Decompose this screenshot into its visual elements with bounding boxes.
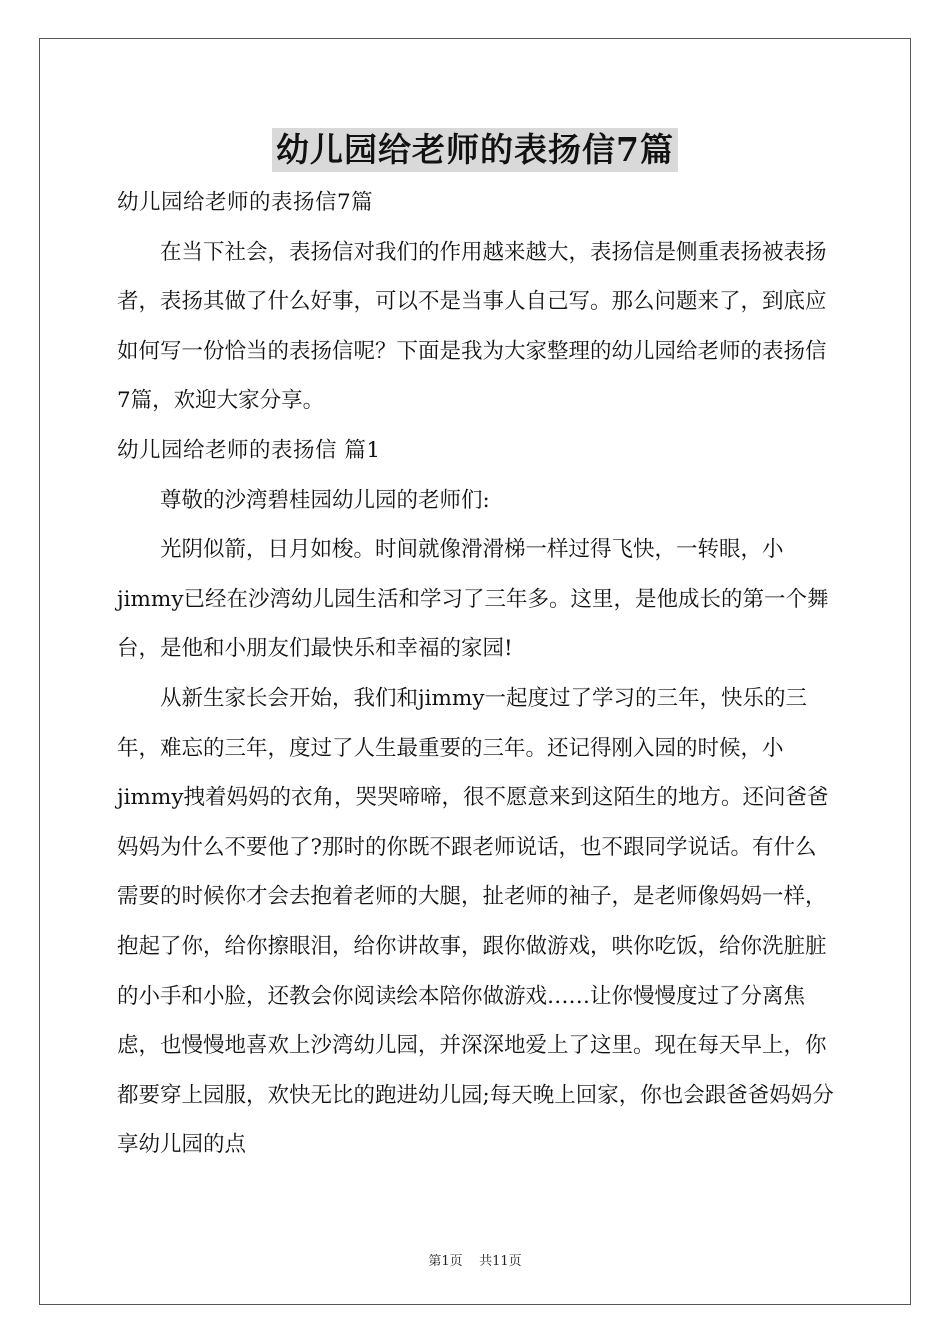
section-heading: 幼儿园给老师的表扬信 篇1 <box>117 437 381 463</box>
body-paragraph: 光阴似箭，日月如梭。时间就像滑滑梯一样过得飞快，一转眼，小jimmy已经在沙湾幼儿园生活和学习了三年多。这里，是他成长的第一个舞台，是他和小朋友们最快乐和幸福的家园! <box>117 537 829 662</box>
page-number: 第1页 <box>428 1254 463 1269</box>
page-footer <box>0 1250 950 1269</box>
intro-paragraph: 在当下社会，表扬信对我们的作用越来越大，表扬信是侧重表扬被表扬者，表扬其做了什么好事，可以不是当事人自己写。那么问题来了，到底应如何写一份恰当的表扬信呢？下面是我为大家整理的幼儿园给老师的表扬信7篇，欢迎大家分享。 <box>117 239 827 414</box>
body-paragraph: 从新生家长会开始，我们和jimmy一起度过了学习的三年，快乐的三年，难忘的三年，度过了人生最重要的三年。还记得刚入园的时候，小jimmy拽着妈妈的衣角，哭哭啼啼，很不愿意来到这陌生的地方。还问爸爸妈妈为什么不要他了?那时的你既不跟老师说话，也不跟同学说话。有什么需要的时候你才会去抱着老师的大腿，扯老师的袖子，是老师像妈妈一样，抱起了你，给你擦眼泪，给你讲故事，跟你做游戏，哄你吃饭，给你洗脏脏的小手和小脸，还教会你阅读绘本陪你做游戏……让你慢慢度过了分离焦虑，也慢慢地喜欢上沙湾幼儿园，并深深地爱上了这里。现在每天早上，你都要穿上园服，欢快无比的跑进幼儿园;每天晚上回家，你也会跟爸爸妈妈分享幼儿园的点 <box>117 685 834 1158</box>
page-total: 共11页 <box>479 1254 522 1269</box>
document-title: 幼儿园给老师的表扬信7篇 <box>272 128 678 172</box>
document-body <box>117 178 835 1170</box>
title-area <box>0 128 950 172</box>
body-subtitle: 幼儿园给老师的表扬信7篇 <box>117 190 374 215</box>
salutation: 尊敬的沙湾碧桂园幼儿园的老师们: <box>160 487 490 513</box>
